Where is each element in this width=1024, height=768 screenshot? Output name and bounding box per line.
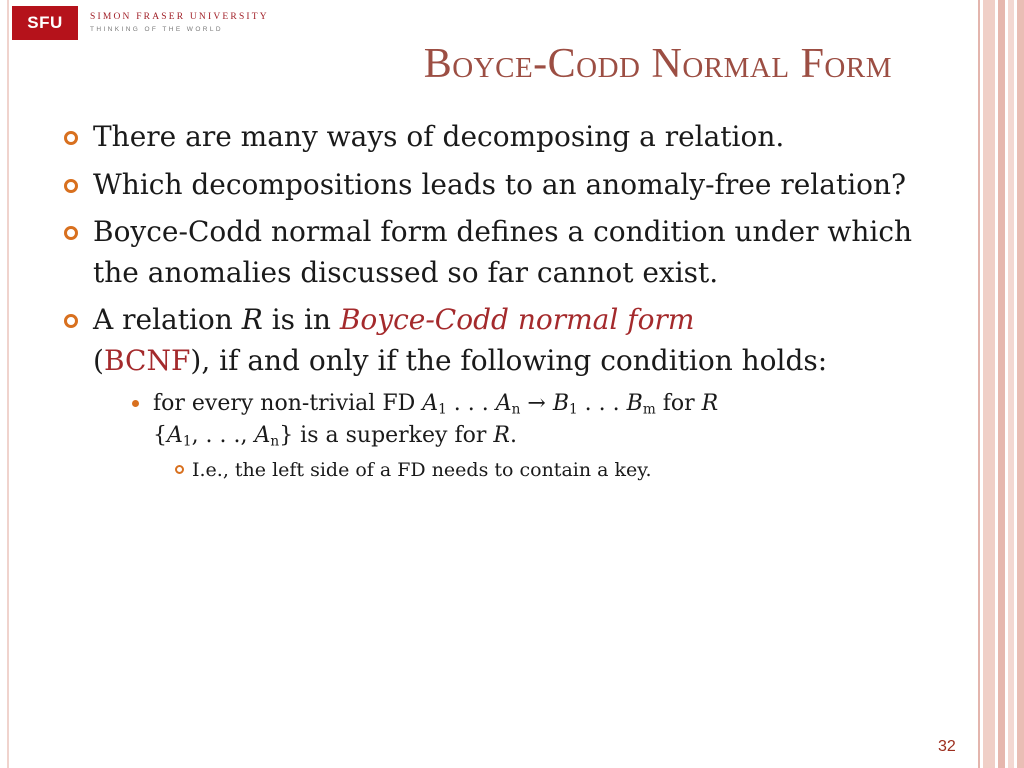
decor-stripe bbox=[1017, 0, 1024, 768]
university-tagline: THINKING OF THE WORLD bbox=[90, 25, 223, 33]
sub-bullet-text: . bbox=[509, 423, 517, 448]
bullet-small-ring-icon bbox=[175, 465, 184, 474]
ellipsis: , . . ., bbox=[191, 423, 255, 448]
attr-b: B bbox=[626, 391, 643, 416]
relation-symbol: R bbox=[493, 423, 510, 448]
left-border bbox=[7, 0, 9, 768]
bullet-item bbox=[64, 117, 944, 158]
sub-bullet-text: for every non-trivial FD bbox=[153, 391, 423, 416]
bullet-text: A relation bbox=[93, 303, 242, 336]
sub-bullet-text: } is a superkey for bbox=[279, 423, 494, 448]
bullet-ring-icon bbox=[64, 179, 78, 193]
attr-b: B bbox=[552, 391, 570, 416]
decor-stripe bbox=[978, 0, 980, 768]
bcnf-abbr: BCNF bbox=[103, 343, 191, 377]
bullet-text: Boyce-Codd normal form defines a condition under which the anomalies discussed so far cannot exist. bbox=[93, 215, 913, 289]
arrow-icon: → bbox=[520, 391, 553, 416]
slide-content bbox=[64, 117, 944, 491]
sfu-logo-badge: SFU bbox=[12, 6, 78, 40]
sub-sub-bullet-text: I.e., the left side of a FD needs to contain a key. bbox=[192, 459, 652, 481]
ellipsis: . . . bbox=[446, 391, 496, 416]
university-name: SIMON FRASER UNIVERSITY bbox=[90, 12, 269, 22]
bullet-dot-icon bbox=[132, 400, 139, 407]
subscript: n bbox=[270, 433, 280, 450]
subscript: 1 bbox=[569, 401, 578, 418]
attr-a: A bbox=[422, 391, 439, 416]
bullet-item-bcnf bbox=[64, 300, 944, 484]
decor-stripe bbox=[1008, 0, 1014, 768]
bullet-ring-icon bbox=[64, 314, 78, 328]
subscript: n bbox=[511, 401, 521, 418]
bullet-text: ( bbox=[93, 343, 104, 377]
decor-stripe bbox=[983, 0, 995, 768]
sfu-logo bbox=[12, 5, 269, 41]
sub-sub-bullet-item bbox=[173, 456, 944, 484]
subscript: m bbox=[642, 401, 656, 418]
attr-a: A bbox=[495, 391, 512, 416]
ellipsis: . . . bbox=[577, 391, 627, 416]
bullet-text: ), if and only if the following condition holds: bbox=[190, 343, 828, 377]
relation-symbol: R bbox=[241, 303, 263, 336]
brace: { bbox=[153, 423, 167, 448]
subscript: 1 bbox=[438, 401, 447, 418]
subscript: 1 bbox=[182, 433, 192, 450]
bullet-text: is in bbox=[262, 303, 340, 336]
sub-bullet-text: for bbox=[655, 391, 702, 416]
sub-bullet-item bbox=[120, 388, 944, 452]
bullet-text: There are many ways of decomposing a relation. bbox=[93, 120, 785, 153]
attr-a: A bbox=[167, 423, 183, 448]
bullet-text: Which decompositions leads to an anomaly-free relation? bbox=[93, 167, 907, 201]
bullet-item bbox=[64, 165, 944, 206]
slide-title: Boyce-Codd Normal Form bbox=[423, 41, 892, 87]
bullet-ring-icon bbox=[64, 131, 78, 145]
decor-stripe bbox=[998, 0, 1005, 768]
bcnf-term: Boyce-Codd normal form bbox=[339, 303, 695, 336]
bullet-ring-icon bbox=[64, 226, 78, 240]
attr-a: A bbox=[254, 423, 271, 448]
page-number: 32 bbox=[938, 738, 956, 755]
bullet-item bbox=[64, 212, 944, 293]
relation-symbol: R bbox=[701, 391, 719, 416]
